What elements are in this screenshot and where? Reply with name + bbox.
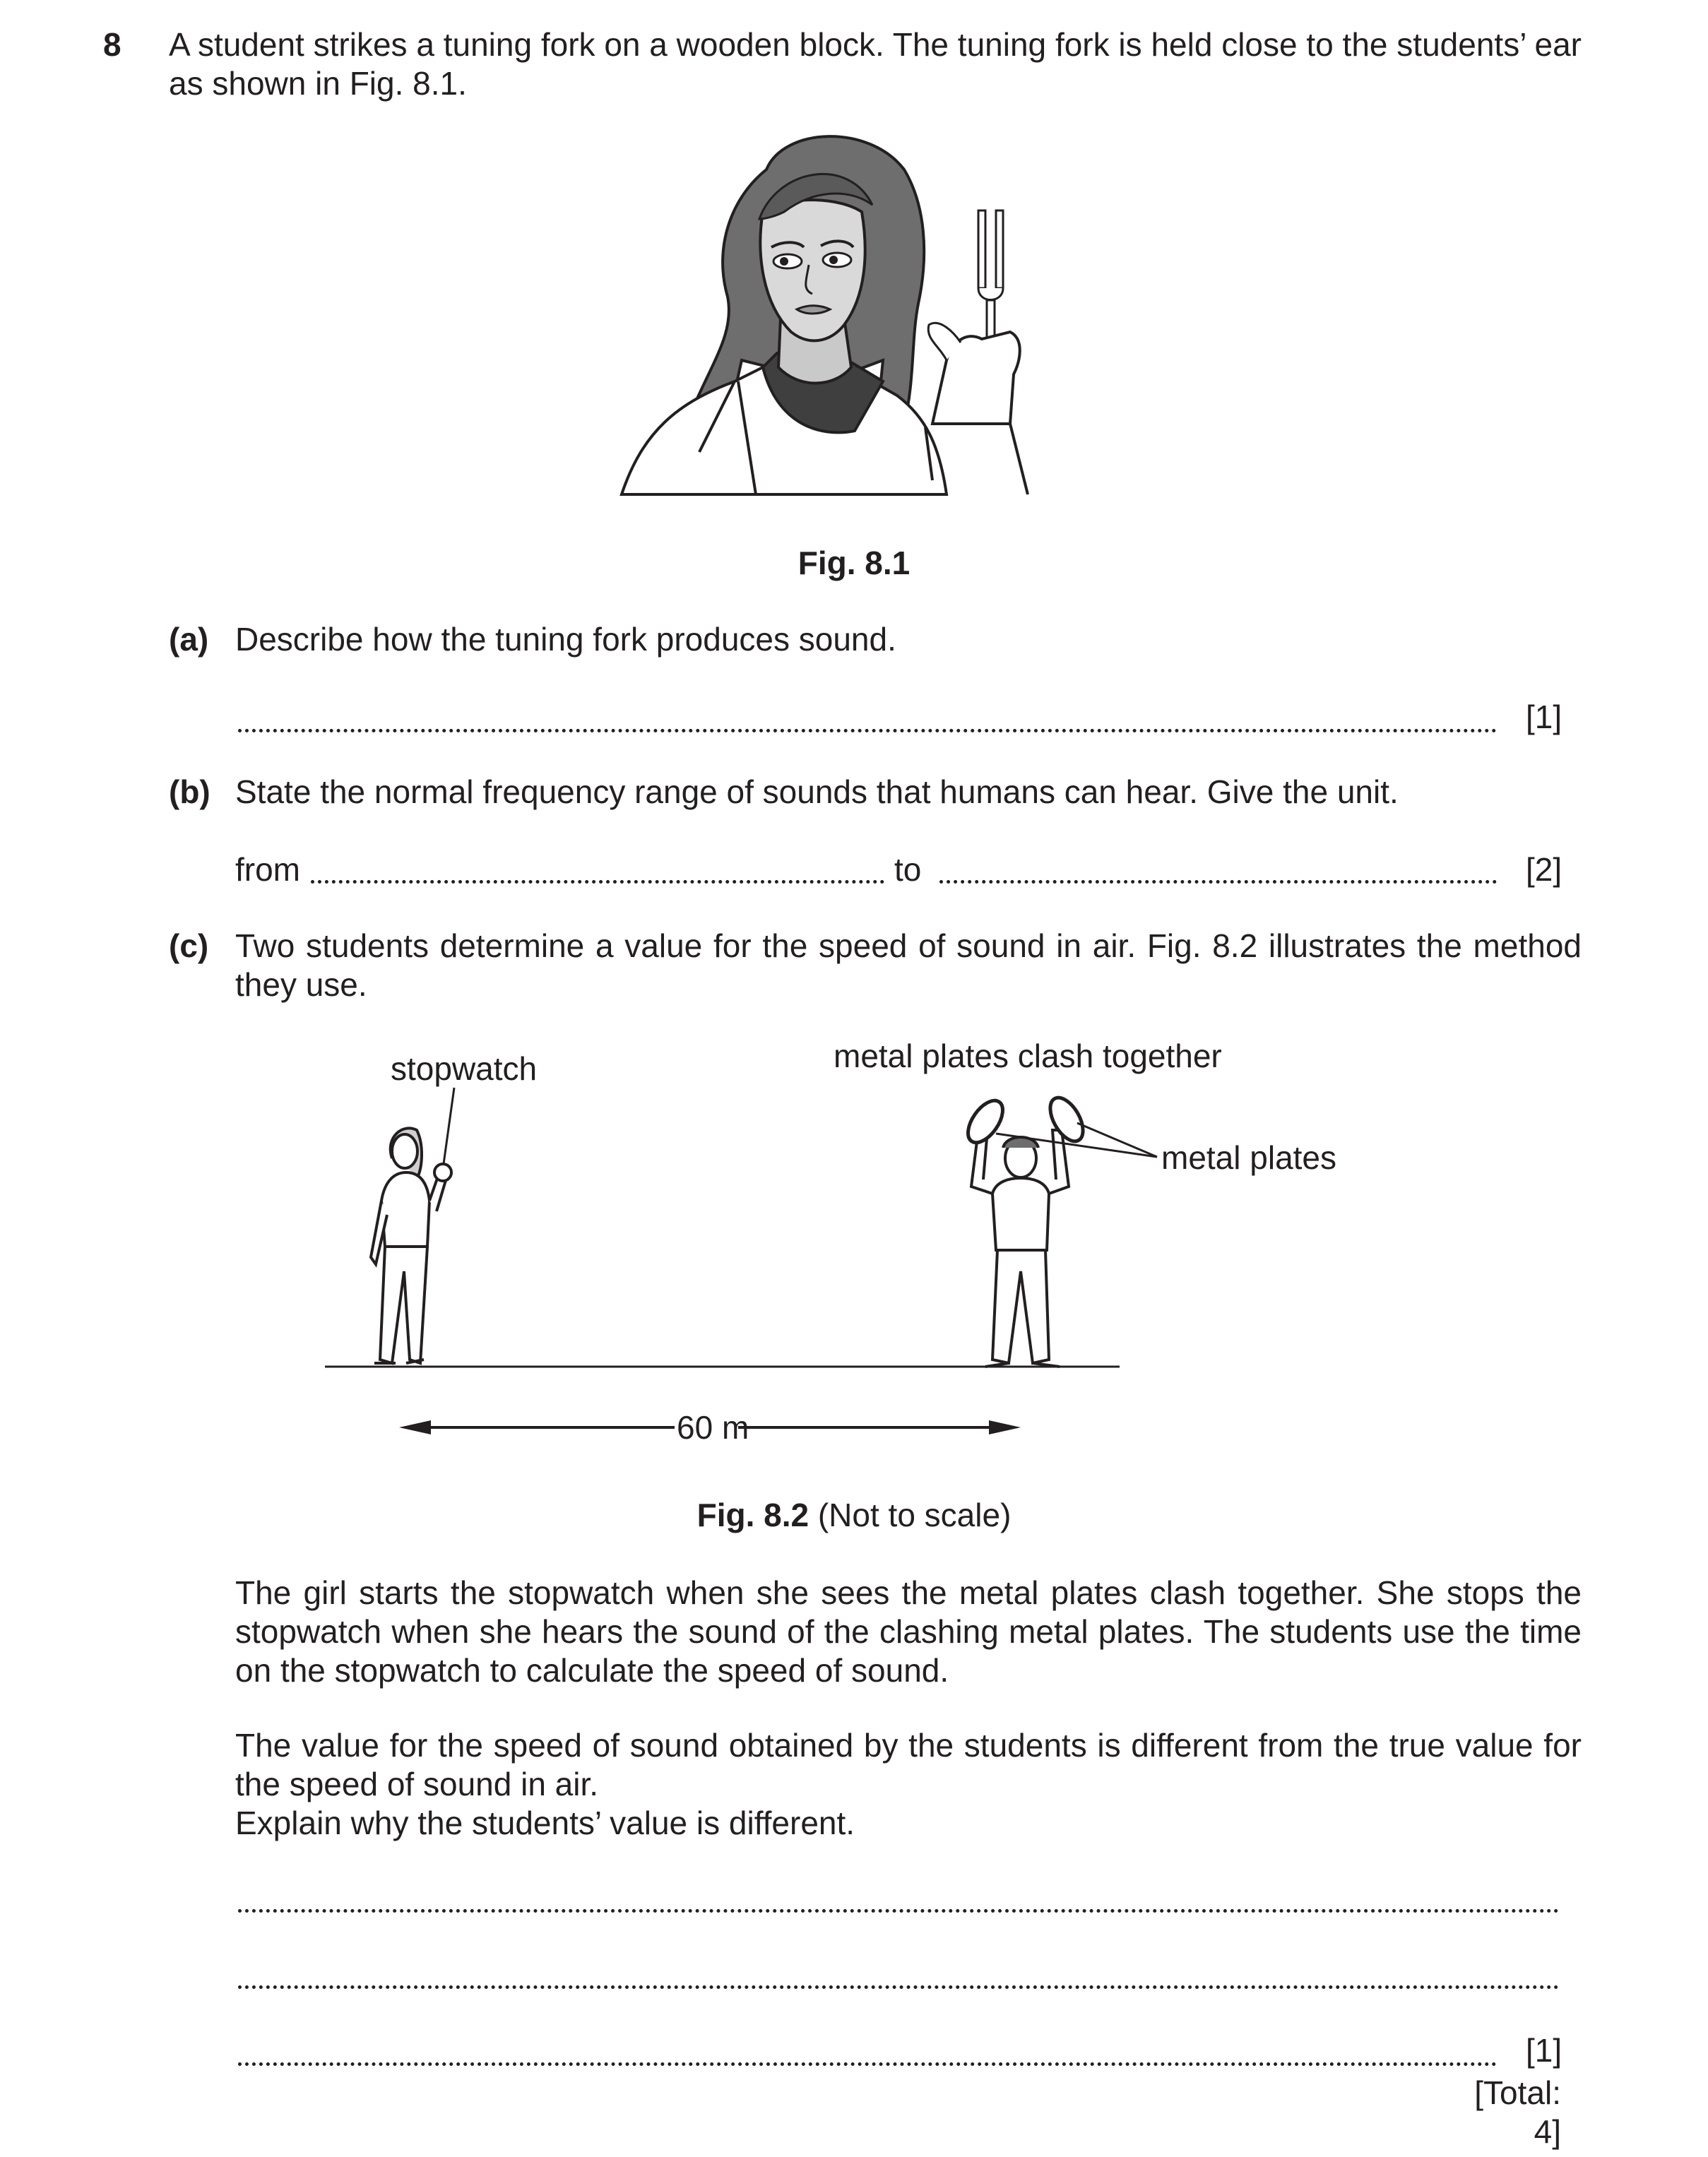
total-mark: [Total: 4] xyxy=(1474,2074,1561,2150)
boy-figure xyxy=(971,1130,1069,1367)
part-b-mark: [2] xyxy=(1526,851,1562,888)
label-stopwatch: stopwatch xyxy=(391,1050,538,1087)
question-stem: A student strikes a tuning fork on a wooden block. The tuning fork is held close to the students’ ear as shown in Fig. 8.1. xyxy=(169,26,1582,102)
part-c-question: Explain why the students’ value is different. xyxy=(235,1805,855,1841)
fig-8-2-caption xyxy=(0,1496,1708,1535)
part-c-answer-line-1[interactable] xyxy=(238,1909,1559,1913)
metal-plate-right xyxy=(1043,1093,1089,1147)
fig-8-1-caption: Fig. 8.1 xyxy=(797,545,911,581)
label-metal-plates: metal plates xyxy=(1161,1139,1337,1176)
metal-plate-left xyxy=(961,1095,1009,1148)
part-b-label: (b) xyxy=(169,773,210,810)
fig-8-2-caption-bold: Fig. 8.2 xyxy=(696,1497,809,1533)
part-a-text: Describe how the tuning fork produces sound. xyxy=(235,621,896,658)
part-c-paragraph-2: The value for the speed of sound obtained by the students is different from the true value for the speed of sound in air. xyxy=(235,1727,1582,1802)
question-number: 8 xyxy=(103,26,121,63)
fig-8-2-caption-rest: (Not to scale) xyxy=(817,1497,1012,1533)
girl-figure xyxy=(371,1128,451,1363)
part-b-to-label: to xyxy=(894,851,922,888)
label-metal-plates-clash: metal plates clash together xyxy=(834,1038,1222,1074)
part-a-label: (a) xyxy=(169,621,209,658)
part-b-from-label: from xyxy=(235,851,300,888)
part-c-answer-line-2[interactable] xyxy=(238,1985,1559,1989)
distance-label: 60 m xyxy=(677,1409,749,1446)
part-c-mark: [1] xyxy=(1526,2032,1562,2069)
part-c-label: (c) xyxy=(169,927,209,964)
part-c-paragraph-1: The girl starts the stopwatch when she sees the metal plates clash together. She stops the stopwatch when she hears the sound of the clashing metal plates. The students use the time on the stopwatch to calculate the speed of sound. xyxy=(235,1574,1582,1689)
part-a-mark: [1] xyxy=(1526,699,1562,735)
part-b-text: State the normal frequency range of sounds that humans can hear. Give the unit. xyxy=(235,773,1399,810)
part-c-answer-line-3[interactable] xyxy=(238,2062,1497,2066)
part-c-intro: Two students determine a value for the speed of sound in air. Fig. 8.2 illustrates the method they use. xyxy=(235,927,1582,1003)
